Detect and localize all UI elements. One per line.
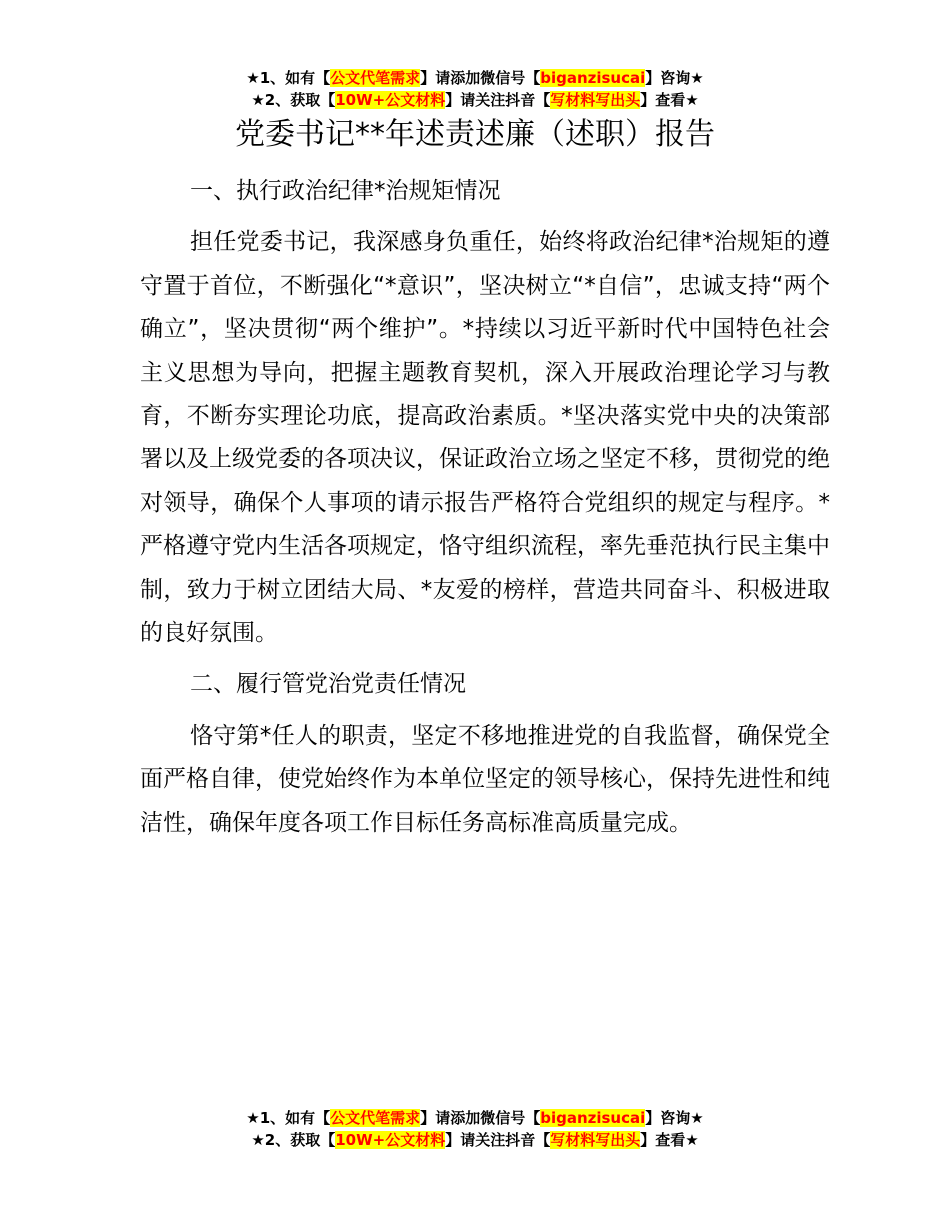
section-heading: 一、执行政治纪律*治规矩情况 xyxy=(190,178,501,204)
section-paragraph: 恪守第*任人的职责，坚定不移地推进党的自我监督，确保党全面严格自律，使党始终作为本单位坚定的领导核心，保持先进性和纯洁性，确保年度各项工作目标任务高标准高质量完成。 xyxy=(140,722,830,836)
promo-highlight: 10W+公文材料 xyxy=(335,91,446,109)
promo-text: 】请关注抖音【 xyxy=(445,1131,551,1149)
promo-line-1 xyxy=(0,1107,950,1129)
promo-line-2 xyxy=(0,89,950,111)
promo-text: 】请关注抖音【 xyxy=(445,91,551,109)
promo-text: ★2、获取【 xyxy=(251,91,336,109)
promo-text: 】查看★ xyxy=(640,91,699,109)
document-body xyxy=(140,170,830,853)
section-heading: 二、履行管党治党责任情况 xyxy=(190,671,466,698)
promo-line-2 xyxy=(0,1129,950,1151)
promo-text: 】请添加微信号【 xyxy=(420,1109,541,1127)
header-promo-banner xyxy=(0,67,950,111)
promo-text: 】咨询★ xyxy=(645,1109,704,1127)
promo-text: ★2、获取【 xyxy=(251,1131,336,1149)
footer-promo-banner xyxy=(0,1107,950,1151)
promo-highlight-douyin-name: 写材料写出头 xyxy=(550,1131,641,1149)
promo-text: 】咨询★ xyxy=(645,69,704,87)
promo-highlight-wechat-id: biganzisucai xyxy=(540,1109,646,1127)
promo-highlight-douyin-name: 写材料写出头 xyxy=(550,91,641,109)
promo-highlight: 公文代笔需求 xyxy=(330,69,421,87)
promo-highlight: 公文代笔需求 xyxy=(330,1109,421,1127)
promo-highlight-wechat-id: biganzisucai xyxy=(540,69,646,87)
promo-text: 】请添加微信号【 xyxy=(420,69,541,87)
promo-text: ★1、如有【 xyxy=(246,1109,331,1127)
promo-highlight: 10W+公文材料 xyxy=(335,1131,446,1149)
document-title: 党委书记**年述责述廉（述职）报告 xyxy=(235,117,715,152)
promo-text: 】查看★ xyxy=(640,1131,699,1149)
promo-text: ★1、如有【 xyxy=(246,69,331,87)
section-paragraph: 担任党委书记，我深感身负重任，始终将政治纪律*治规矩的遵守置于首位，不断强化“*意识”，坚决树立“*自信”，忠诚支持“两个确立”，坚决贯彻“两个维护”。*持续以习近平新时代中国特色社会主义思想为导向，把握主题教育契机，深入开展政治理论学习与教育，不断夯实理论功底，提高政治素质。*坚决落实党中央的决策部署以及上级党委的各项决议，保证政治立场之坚定不移，贯彻党的绝对领导，确保个人事项的请示报告严格符合党组织的规定与程序。*严格遵守党内生活各项规定，恪守组织流程，率先垂范执行民主集中制，致力于树立团结大局、*友爱的榜样，营造共同奋斗、积极进取的良好氛围。 xyxy=(140,229,830,647)
promo-line-1 xyxy=(0,67,950,89)
